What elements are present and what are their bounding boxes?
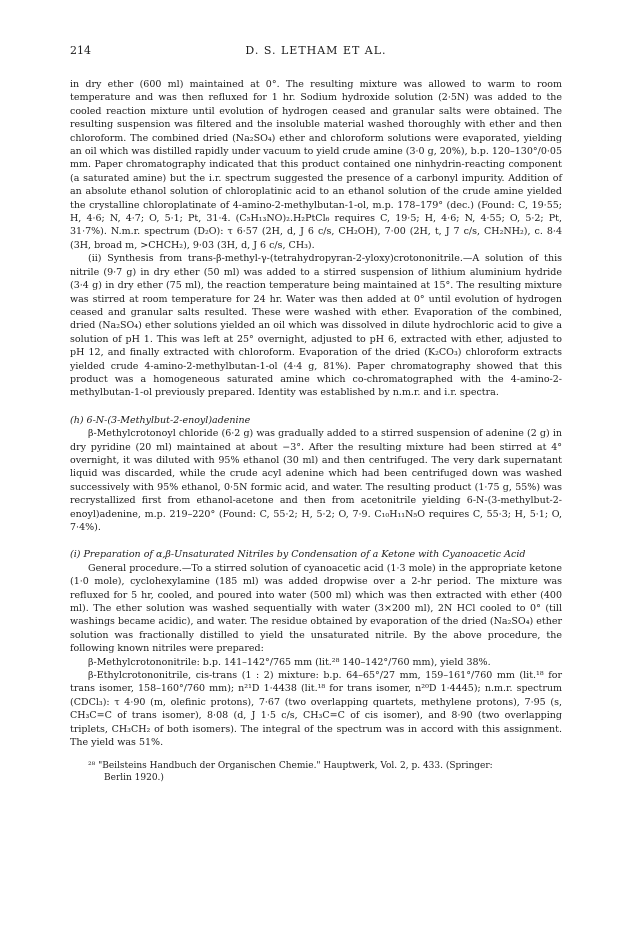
page-number: 214 xyxy=(70,44,91,57)
paragraph-amine-reduction: in dry ether (600 ml) maintained at 0°. The resulting mixture was allowed to warm to room temperature and was then refluxed for 1 hr. Sodium hydroxide solution (2·5N) was added to the cooled reaction mixture until evolution of hydrogen ceased and granular salts were obtained. The resulting suspension was filtered and the insoluble material washed thoroughly with ether and then chloroform. The combined dried (Na₂SO₄) ether and chloroform solutions were evaporated, yielding an oil which was distilled rapidly under vacuum to yield crude amine (3·0 g, 20%), b.p. 120–130°/0·05 mm. Paper chromatography indicated that this product contained one ninhydrin-reacting component (a saturated amine) but the i.r. spectrum suggested the presence of a carbonyl impurity. Addition of an absolute ethanol solution of chloroplatinic acid to an ethanol solution of the crude amine yielded the crystalline chloroplatinate of 4-amino-2-methylbutan-1-ol, m.p. 178–179° (dec.) (Found: C, 19·55; H, 4·6; N, 4·7; O, 5·1; Pt, 31·4. (C₅H₁₃NO)₂.H₂PtCl₆ requires C, 19·5; H, 4·6; N, 4·55; O, 5·2; Pt, 31·7%). N.m.r. spectrum (D₂O): τ 6·57 (2H, d, J 6 c/s, CH₂OH), 7·00 (2H, t, J 7 c/s, CH₂NH₂), c. 8·4 (3H, broad m, >CHCH₂), 9·03 (3H, d, J 6 c/s, CH₃). xyxy=(70,79,562,251)
paragraph-synthesis-ii: (ii) Synthesis from trans-β-methyl-γ-(tetrahydropyran-2-yloxy)crotononitrile.—A solution of this nitrile (9·7 g) in dry ether (50 ml) was added to a stirred suspension of lithium aluminium hydride (3·4 g) in dry ether (75 ml), the reaction temperature being maintained at 15°. The resulting mixture was stirred at room temperature for 24 hr. Water was then added at 0° until evolution of hydrogen ceased and granular salts resulted. These were washed with ether. Evaporation of the combined, dried (Na₂SO₄) ether solutions yielded an oil which was dissolved in dilute hydrochloric acid to give a solution of pH 1. This was left at 25° overnight, adjusted to pH 6, extracted with ether, adjusted to pH 12, and finally extracted with chloroform. Evaporation of the dried (K₂CO₃) chloroform extracts yielded crude 4-amino-2-methylbutan-1-ol (4·4 g, 81%). Paper chromatography showed that this product was a homogeneous saturated amine which co-chromatographed with the 4-amino-2-methylbutan-1-ol previously prepared. Identity was established by n.m.r. and i.r. spectra. xyxy=(70,253,562,399)
paragraph-ethylcrotononitrile: β-Ethylcrotononitrile, cis-trans (1 : 2) mixture: b.p. 64–65°/27 mm, 159–161°/760 mm (lit.¹⁸ for trans isomer, 158–160°/760 mm); n²¹D 1·4438 (lit.¹⁸ for trans isomer, n²⁰D 1·4445); n.m.r. spectrum (CDCl₃): τ 4·90 (m, olefinic protons), 7·67 (two overlapping quartets, methylene protons), 7·95 (s, CH₃C=C of trans isomer), 8·08 (d, J 1·5 c/s, CH₃C=C of cis isomer), and 8·90 (two overlapping triplets, CH₃CH₂ of both isomers). The integral of the spectrum was in accord with this assignment. The yield was 51%. xyxy=(70,670,562,749)
paragraph-general-procedure: General procedure.—To a stirred solution of cyanoacetic acid (1·3 mole) in the appropriate ketone (1·0 mole), cyclohexylamine (185 ml) was added dropwise over a 2-hr period. The mixture was refluxed for 5 hr, cooled, and poured into water (500 ml) which was then extracted with ether (400 ml). The ether solution was washed sequentially with water (3×200 ml), 2N HCl cooled to 0° (till washings became acidic), and water. The residue obtained by evaporation of the dried (Na₂SO₄) ether solution was fractionally distilled to yield the unsaturated nitrile. By the above procedure, the following known nitriles were prepared: xyxy=(70,562,563,655)
running-title: D. S. LETHAM ET AL. xyxy=(245,44,387,57)
section-heading-i: (i) Preparation of α,β-Unsaturated Nitriles by Condensation of a Ketone with Cyanoacetic Acid xyxy=(70,549,526,561)
footnote-line-1: ²⁸ "Beilsteins Handbuch der Organischen Chemie." Hauptwerk, Vol. 2, p. 433. (Springer: xyxy=(88,760,493,771)
article-body xyxy=(70,78,562,785)
section-heading-h: (h) 6-N-(3-Methylbut-2-enoyl)adenine xyxy=(70,414,251,426)
paragraph-methylcrotononitrile: β-Methylcrotononitrile: b.p. 141–142°/765 mm (lit.²⁸ 140–142°/760 mm), yield 38%. xyxy=(88,656,491,668)
footnote xyxy=(70,760,562,785)
footnote-line-2: Berlin 1920.) xyxy=(104,773,164,783)
paragraph-acyl-adenine: β-Methylcrotonoyl chloride (6·2 g) was gradually added to a stirred suspension of adenine (2 g) in dry pyridine (20 ml) maintained at about −3°. After the resulting mixture had been stirred at 4° overnight, it was diluted with 95% ethanol (30 ml) and then centrifuged. The very dark supernatant liquid was discarded, while the crude acyl adenine which had been centrifuged down was washed successively with 95% ethanol, 0·5N formic acid, and water. The resulting product (1·75 g, 55%) was recrystallized first from ethanol-acetone and then from acetonitrile yielding 6-N-(3-methylbut-2-enoyl)adenine, m.p. 219–220° (Found: C, 55·2; H, 5·2; O, 7·9. C₁₀H₁₁N₅O requires C, 55·3; H, 5·1; O, 7·4%). xyxy=(70,428,562,533)
page-header xyxy=(70,44,562,60)
